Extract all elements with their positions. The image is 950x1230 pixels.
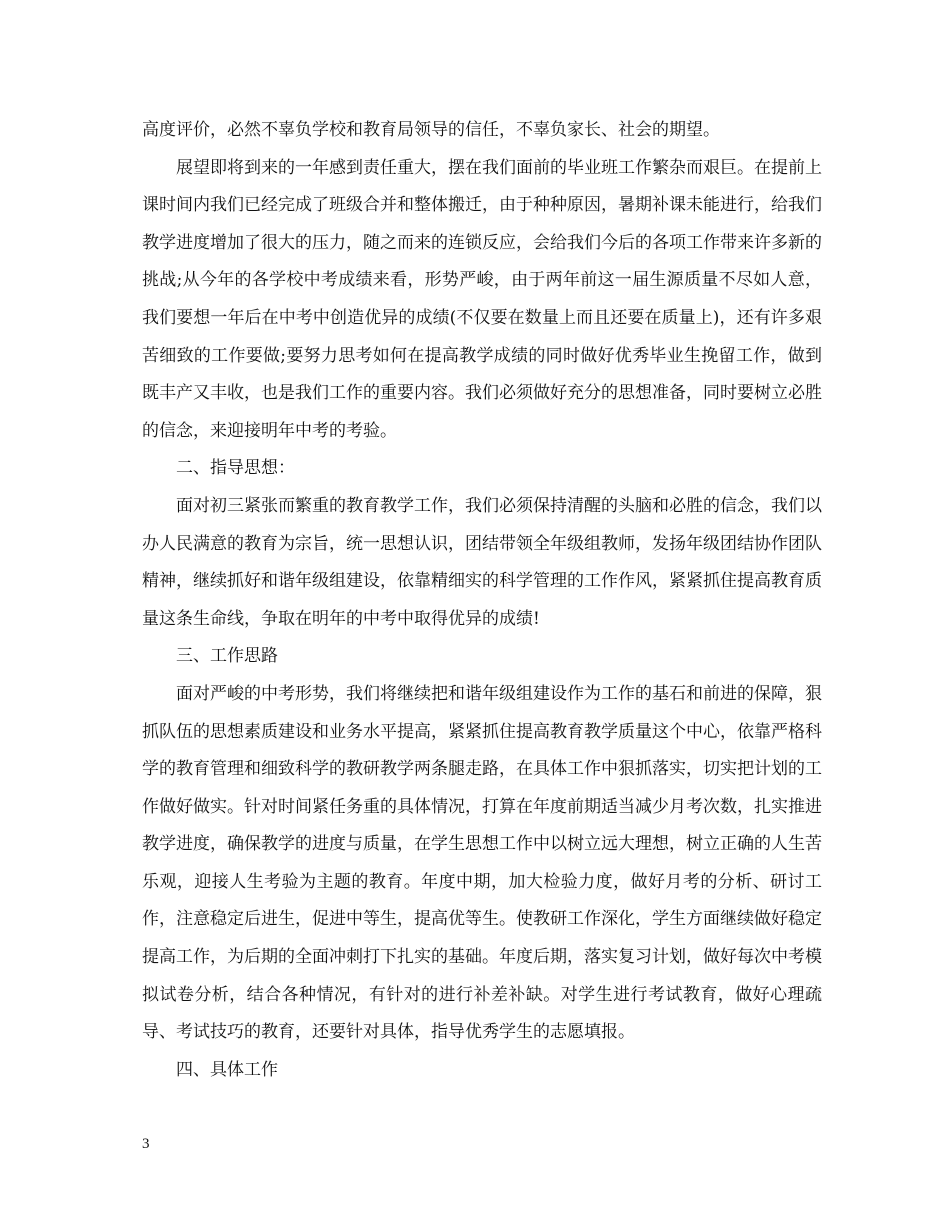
paragraph-guiding-ideology: 面对初三紧张而繁重的教育教学工作，我们必须保持清醒的头脑和必胜的信念，我们以办人民满意的教育为宗旨，统一思想认识，团结带领全年级组教师，发扬年级团结协作团队精神，继续抓好和谐年级组建设，依靠精细实的科学管理的工作作风，紧紧抓住提高教育质量这条生命线，争取在明年的中考中取得优异的成绩! bbox=[142, 495, 822, 629]
paragraph-work-approach: 面对严峻的中考形势，我们将继续把和谐年级组建设作为工作的基石和前进的保障，狠抓队伍的思想素质建设和业务水平提高，紧紧抓住提高教育教学质量这个中心，依靠严格科学的教育管理和细致科学的教研教学两条腿走路，在具体工作中狠抓落实，切实把计划的工作做好做实。针对时间紧任务重的具体情况，打算在年度前期适当减少月考次数，扎实推进教学进度，确保教学的进度与质量，在学生思想工作中以树立远大理想，树立正确的人生苦乐观，迎接人生考验为主题的教育。年度中期，加大检验力度，做好月考的分析、研讨工作，注意稳定后进生，促进中等生，提高优等生。使教研工作深化，学生方面继续做好稳定提高工作，为后期的全面冲刺打下扎实的基础。年度后期，落实复习计划，做好每次中考模拟试卷分析，结合各种情况，有针对的进行补差补缺。对学生进行考试教育，做好心理疏导、考试技巧的教育，还要针对具体，指导优秀学生的志愿填报。 bbox=[142, 683, 822, 1043]
paragraph-outlook: 展望即将到来的一年感到责任重大，摆在我们面前的毕业班工作繁杂而艰巨。在提前上课时间内我们已经完成了班级合并和整体搬迁，由于种种原因，暑期补课未能进行，给我们教学进度增加了很大的压力，随之而来的连锁反应，会给我们今后的各项工作带来许多新的挑战;从今年的各学校中考成绩来看，形势严峻，由于两年前这一届生源质量不尽如人意，我们要想一年后在中考中创造优异的成绩(不仅要在数量上而且还要在质量上)，还有许多艰苦细致的工作要做;要努力思考如何在提高教学成绩的同时做好优秀毕业生挽留工作，做到既丰产又丰收，也是我们工作的重要内容。我们必须做好充分的思想准备，同时要树立必胜的信念，来迎接明年中考的考验。 bbox=[142, 157, 822, 441]
heading-work-approach: 三、工作思路 bbox=[176, 646, 278, 667]
paragraph-continuation: 高度评价，必然不辜负学校和教育局领导的信任，不辜负家长、社会的期望。 bbox=[142, 120, 720, 140]
document-body bbox=[142, 112, 822, 1089]
page-number: 3 bbox=[142, 1136, 150, 1152]
heading-guiding-ideology: 二、指导思想： bbox=[176, 458, 295, 479]
heading-specific-work: 四、具体工作 bbox=[176, 1059, 278, 1080]
